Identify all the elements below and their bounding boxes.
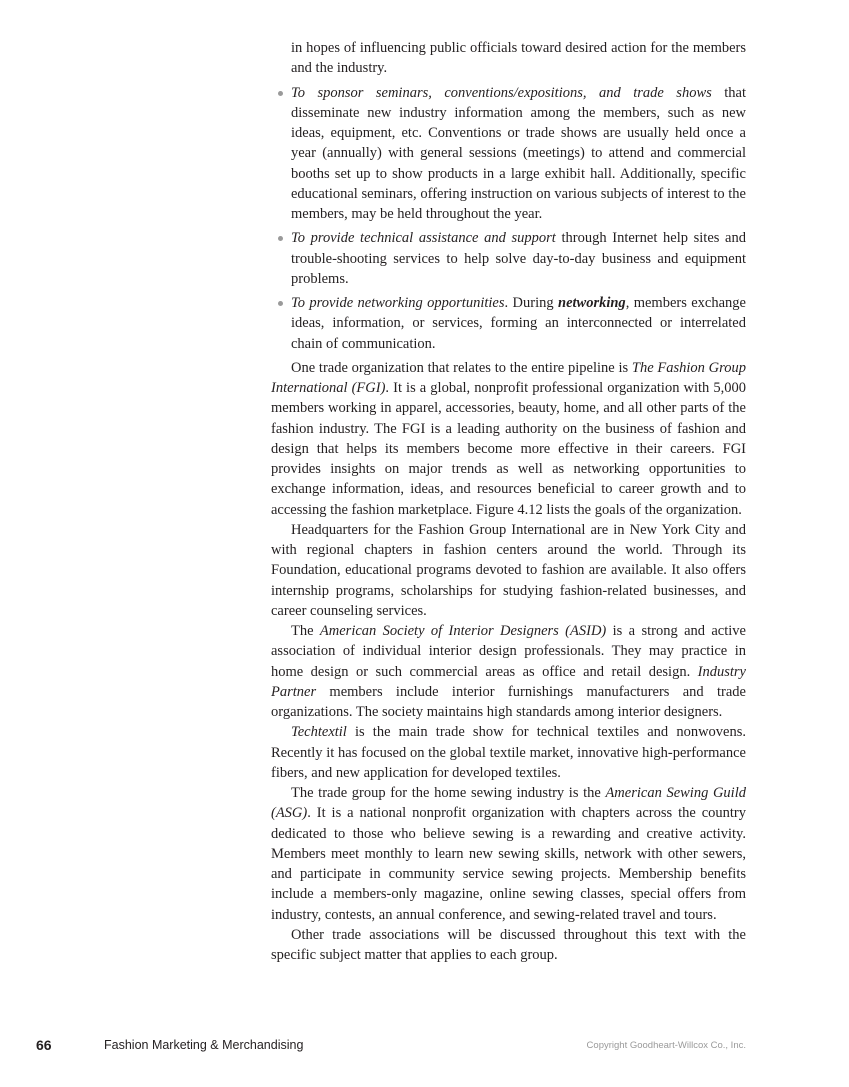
emphasis-text: To provide networking opportunities [291, 295, 505, 311]
paragraph [271, 358, 746, 520]
page-number: 66 [36, 1037, 52, 1053]
text-run: . It is a national nonprofit organization with chapters across the country dedicated to those who believe sewing is a rewarding and creative activity. Members meet monthly to learn new sewing skills, network with other sewers, and participate in community service sewing projects. Membership benefits include a members-only magazine, online sewing classes, special offers from industry, contests, an annual conference, and sewing-related travel and tours. [271, 805, 746, 923]
emphasis-text: The Fashion Group International (FGI) [271, 359, 746, 396]
bullet-item [271, 293, 746, 354]
text-run: members include interior furnishings manufacturers and trade organizations. The society maintains high standards among interior designers. [271, 683, 746, 720]
emphasis-text: Industry Partner [271, 663, 746, 700]
emphasis-text: American Sewing Guild (ASG) [271, 785, 746, 822]
text-run: in hopes of influencing public officials toward desired action for the members and the industry. [291, 40, 746, 77]
copyright-notice: Copyright Goodheart-Willcox Co., Inc. [586, 1040, 746, 1051]
text-run: Headquarters for the Fashion Group International are in New York City and with regional chapters in fashion centers around the world. Through its Foundation, educational programs devoted to fashion are available. It also offers internship programs, scholarships for studying fashion-related businesses, and career counseling services. [271, 521, 746, 619]
bullet-item [271, 83, 746, 225]
text-run: is the main trade show for technical textiles and nonwovens. Recently it has focused on the global textile market, innovative high-performance fibers, and new application for developed textiles. [271, 724, 746, 781]
text-run: One trade organization that relates to the entire pipeline is [291, 359, 632, 376]
bullet-icon [278, 236, 283, 241]
text-run: , members exchange ideas, information, or services, forming an interconnected or interrelated chain of communication. [291, 295, 746, 352]
text-run: The [291, 623, 320, 639]
emphasis-text: American Society of Interior Designers (ASID) [319, 623, 607, 639]
paragraph [271, 722, 746, 783]
emphasis-text: Techtextil [291, 724, 347, 741]
bullet-item [271, 228, 746, 289]
paragraph [271, 783, 746, 925]
text-run: through Internet help sites and trouble-shooting services to help solve day-to-day business and equipment problems. [291, 230, 746, 287]
bullet-icon [278, 91, 283, 96]
key-term: networking [558, 295, 626, 311]
text-run: that disseminate new industry information among the members, such as new ideas, equipment, etc. Conventions or trade shows are usually held once a year (annually) with general sessions (meetings) to attend and commercial booths set up to show products in a large exhibit hall. Additionally, specific educational seminars, offering instruction on various subjects of interest to the members, may be held throughout the year. [291, 84, 746, 222]
paragraph [271, 925, 746, 966]
text-run: The trade group for the home sewing industry is the [291, 785, 606, 801]
body-text [271, 38, 746, 979]
book-title: Fashion Marketing & Merchandising [104, 1038, 304, 1052]
emphasis-text: To provide technical assistance and support [291, 230, 556, 247]
emphasis-text: To sponsor seminars, conventions/expositions, and trade shows [291, 84, 712, 101]
text-run: . During [504, 295, 558, 311]
text-run: . It is a global, nonprofit professional organization with 5,000 members working in apparel, accessories, beauty, home, and all other parts of the fashion industry. The FGI is a leading authority on the business of fashion and design that helps its members become more effective in their careers. FGI provides insights on major trends as well as networking opportunities to exchange information, ideas, and resources beneficial to career growth and to accessing the fashion marketplace. Figure 4.12 lists the goals of the organization. [271, 380, 746, 518]
paragraph [271, 38, 746, 79]
text-run: is a strong and active association of individual interior design professionals. They may practice in home design or such commercial areas as office and retail design. [271, 623, 746, 680]
text-run: Other trade associations will be discussed throughout this text with the specific subject matter that applies to each group. [271, 926, 746, 963]
paragraph [271, 621, 746, 722]
bullet-icon [278, 301, 283, 306]
paragraph [271, 520, 746, 621]
page-footer [0, 1037, 849, 1087]
